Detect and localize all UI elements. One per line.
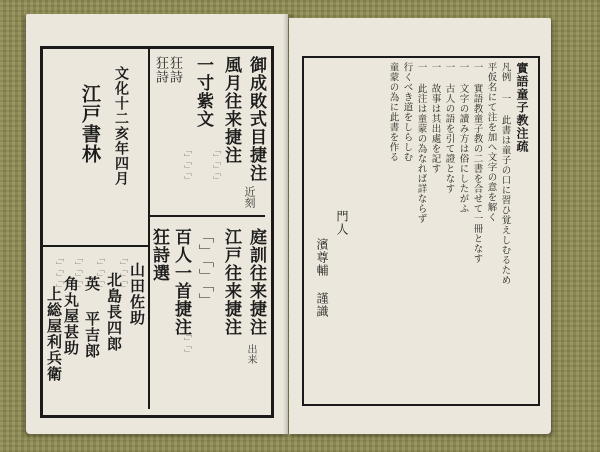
publisher-3-address: 「」「」「」 xyxy=(74,254,84,292)
text-heading: 實語童子教注疏 xyxy=(515,62,529,153)
catalog-title-2-note: 「」「」「」 xyxy=(212,146,222,184)
body-column-8: 行くべき道をしらしむ xyxy=(401,62,413,162)
catalog-title-1-note: 近刻 xyxy=(243,186,256,208)
catalog-title-6: 庭訓往来捷注 xyxy=(246,228,266,336)
publisher-1: 山田佐助 xyxy=(128,262,146,326)
catalog-title-9: 百人一首捷注 xyxy=(171,228,191,336)
catalog-title-10: 狂詩選 xyxy=(149,228,169,282)
lower-left-divider xyxy=(43,245,148,247)
publisher-2-address: 「」「」「」 xyxy=(96,254,106,292)
catalog-title-1: 御成敗式目捷注 xyxy=(246,56,266,182)
body-column-3: 一 實語教童子教の二書を合せて一冊となす xyxy=(471,62,483,264)
credit-label: 門人 xyxy=(335,210,349,236)
catalog-title-5: 狂詩 xyxy=(153,56,168,84)
catalog-title-4: 狂詩 xyxy=(167,56,182,84)
publication-date: 文化十二亥年四月 xyxy=(113,66,129,186)
store-name: 江戸書林 xyxy=(79,84,101,164)
publisher-4: 角丸屋甚助 xyxy=(62,276,80,356)
catalog-title-7: 江戸往来捷注 xyxy=(221,228,241,336)
body-column-2: 平仮名にて注を加へ文字の意を解く xyxy=(485,62,497,222)
body-column-5: 一 古人の語を引て證となす xyxy=(443,62,455,194)
body-column-1: 凡例 一 此書は童子の口に習ひ覚えしむるため xyxy=(499,62,511,285)
body-column-9: 童蒙の為に此書を作る xyxy=(387,62,399,162)
publisher-2: 北島長四郎 xyxy=(105,272,123,352)
body-column-7: 一 此注は童蒙の為なれば詳ならず xyxy=(415,62,427,224)
catalog-title-8-note: 「」「」 xyxy=(183,330,193,357)
body-column-6: 一 故事は其出處を記す xyxy=(429,62,441,174)
catalog-title-3: 一寸紫文 xyxy=(193,56,213,128)
body-column-4: 一 文字の讀み方は俗にしたがふ xyxy=(457,62,469,214)
catalog-title-8: 「」「」「」 xyxy=(197,228,215,309)
publisher-4-address: 「」「」「」 xyxy=(55,254,65,292)
catalog-title-2: 風月往来捷注 xyxy=(221,56,241,164)
publisher-1-address: 「」「」「」 xyxy=(119,254,129,292)
catalog-title-3-note: 「」「」「」 xyxy=(183,146,193,184)
title-horizontal-divider xyxy=(150,215,265,217)
publisher-3: 英 平吉郎 xyxy=(83,276,101,359)
catalog-title-6-note: 出来 xyxy=(245,344,256,364)
credit-name: 濱尊輔 謹識 xyxy=(315,238,329,318)
publisher-5: 上総屋利兵衛 xyxy=(45,286,63,382)
